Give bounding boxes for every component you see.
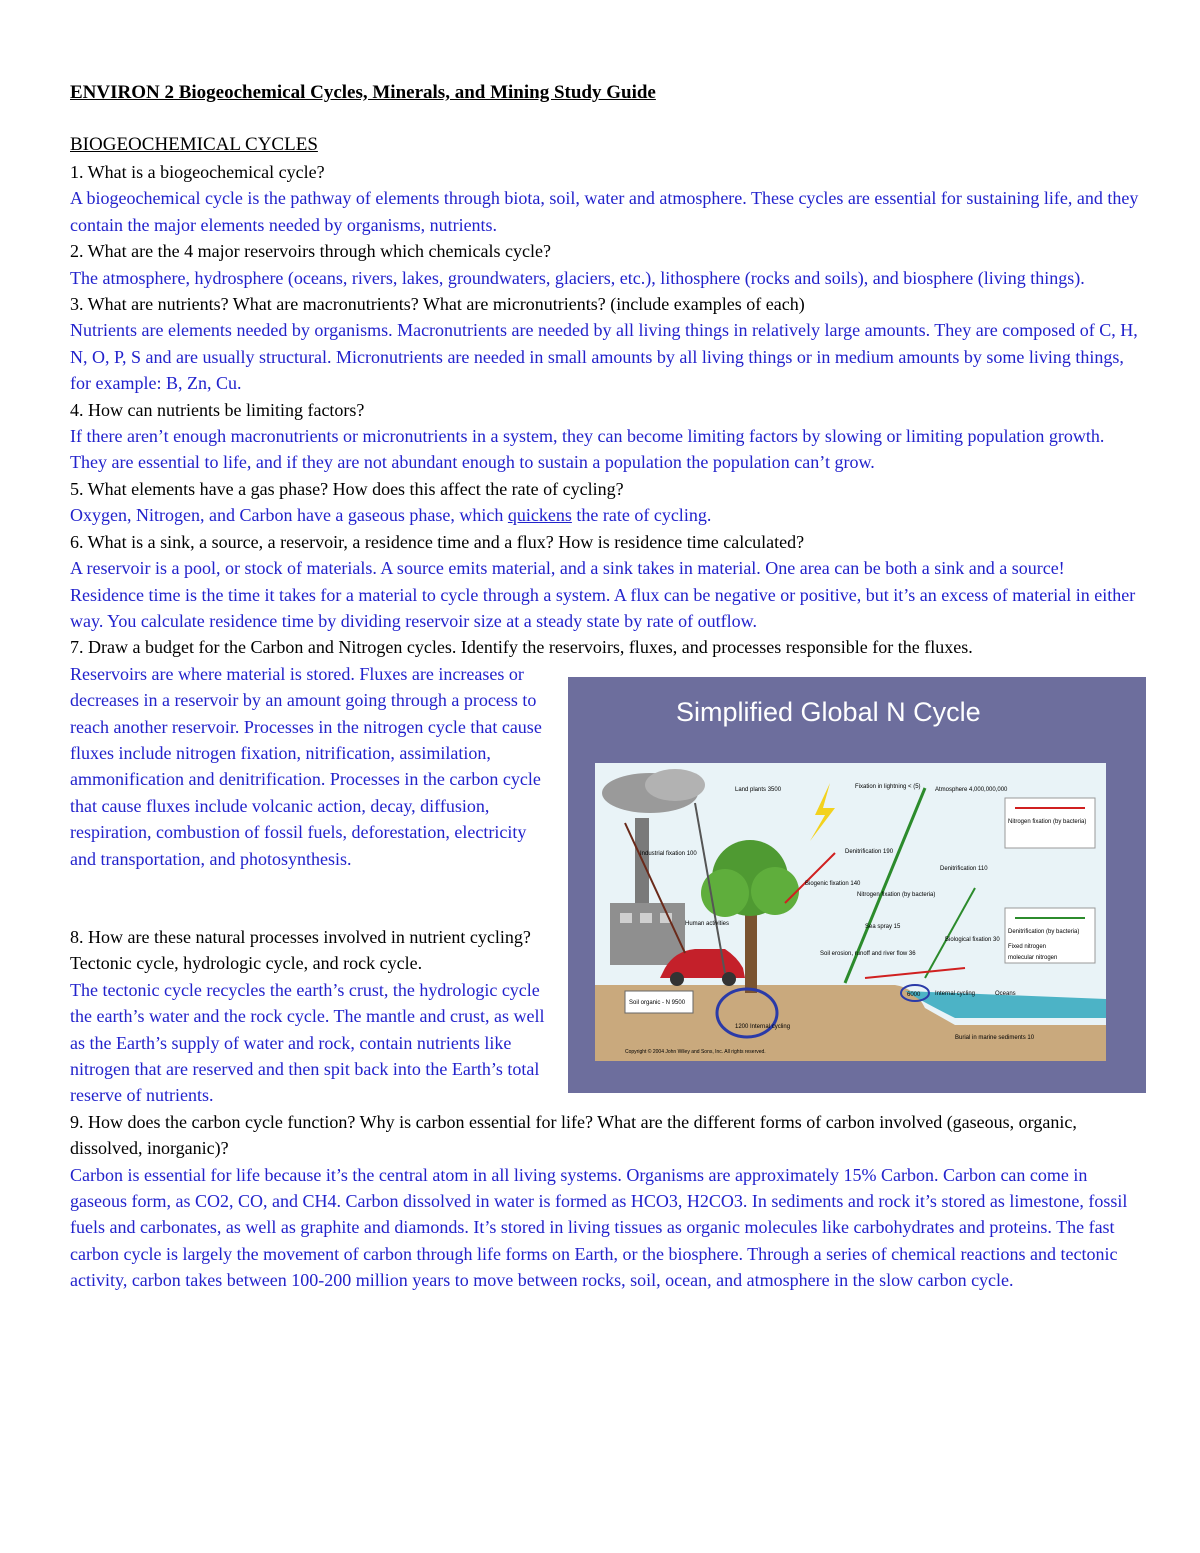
label-soil-organic: Soil organic - N 9500 [629,999,686,1006]
answer-2: The atmosphere, hydrosphere (oceans, rivers, lakes, groundwaters, glaciers, etc.), lithosphere (rocks and soils), and biosphere (living things). [70,267,1085,288]
label-fixation-legend: Nitrogen fixation (by bacteria) [1008,818,1087,825]
n-cycle-figure [568,677,1146,1093]
label-burial-sediments: Burial in marine sediments 10 [955,1034,1035,1041]
n-cycle-illustration [595,763,1106,1061]
tree-trunk [745,913,757,993]
answer-5-text: Oxygen, Nitrogen, and Carbon have a gaseous phase, which [70,505,508,526]
label-molecular-nitrogen: molecular nitrogen [1008,954,1058,961]
label-denitrification-legend: Denitrification (by bacteria) [1008,928,1080,935]
answer-5-underlined: quickens [507,505,572,526]
label-denitrification-2: Denitrification 110 [940,865,988,872]
label-denitrification: Denitrification 190 [845,848,894,855]
question-9: 9. How does the carbon cycle function? Why is carbon essential for life? What are the different forms of carbon involved (gaseous, organic, dissolved, inorganic)? [70,1111,1077,1159]
label-fixation-lightning: Fixation in lightning < (5) [855,783,921,790]
label-human-activities: Human activities [685,920,730,927]
car-wheel [670,972,684,986]
question-4: 4. How can nutrients be limiting factors? [70,399,365,420]
label-copyright: Copyright © 2004 John Wiley and Sons, Inc. All rights reserved. [625,1048,766,1055]
question-8: 8. How are these natural processes involved in nutrient cycling? Tectonic cycle, hydrologic cycle, and rock cycle. [70,926,531,974]
label-biological-fixation: Biological fixation 30 [945,936,1000,943]
figure-diagram [595,763,1106,1061]
answer-9: Carbon is essential for life because it’s the central atom in all living systems. Organisms are approximately 15% Carbon. Carbon can come in gaseous form, as CO2, CO, and CH4. Carbon dissolved in water is formed as HCO3, H2CO3. In sediments and rock it’s stored as limestone, fossil fuels and carbonates, as well as graphite and diamonds. It’s stored in living tissues as organic molecules like carbohydrates and proteins. The fast carbon cycle is largely the movement of carbon through life forms on Earth, or the biosphere. Through a series of chemical reactions and tectonic activity, carbon takes between 100-200 million years to move between rocks, soil, ocean, and atmosphere in the slow carbon cycle. [70,1164,1128,1291]
label-oceans: Oceans [995,990,1016,997]
label-n-fixation-bacteria: Nitrogen fixation (by bacteria) [857,891,936,898]
smoke-cloud-2 [645,769,705,801]
question-3: 3. What are nutrients? What are macronutrients? What are micronutrients? (include examples of each) [70,294,805,315]
label-industrial-fixation: Industrial fixation 100 [640,850,697,857]
label-ocean-6000: 6000 [907,991,921,998]
label-sea-spray: Sea spray 15 [865,923,901,930]
answer-8: The tectonic cycle recycles the earth’s crust, the hydrologic cycle the earth’s water and the rock cycle. The mantle and crust, as well as the Earth’s supply of water and rock, contain nutrients like nitrogen that are reserved and then spit back into the Earth’s total reserve of nutrients. [70,979,545,1106]
factory-window [620,913,632,923]
answer-5 [70,502,1140,528]
answer-6: A reservoir is a pool, or stock of materials. A source emits material, and a sink takes in material. One area can be both a sink and a source! Residence time is the time it takes for a material to cycle through a system. A flux can be negative or positive, but it’s an excess of material in either way. You calculate residence time by dividing reservoir size at a steady state by rate of outflow. [70,558,1136,631]
label-soil-erosion: Soil erosion, runoff and river flow 36 [820,950,916,957]
answer-5-text-end: the rate of cycling. [571,505,712,526]
document-title: ENVIRON 2 Biogeochemical Cycles, Minerals, and Mining Study Guide [70,82,656,103]
question-7: 7. Draw a budget for the Carbon and Nitrogen cycles. Identify the reservoirs, fluxes, and processes responsible for the fluxes. [70,637,973,658]
label-atmosphere: Atmosphere 4,000,000,000 [935,786,1008,793]
label-internal-cycling-land: 1200 Internal cycling [735,1023,791,1030]
question-6: 6. What is a sink, a source, a reservoir, a residence time and a flux? How is residence time calculated? [70,531,805,552]
question-1: 1. What is a biogeochemical cycle? [70,162,325,182]
label-land-plants: Land plants 3500 [735,786,782,793]
car-wheel-2 [722,972,736,986]
question-2: 2. What are the 4 major reservoirs through which chemicals cycle? [70,241,551,262]
label-biogenic-fixation: Biogenic fixation 140 [805,880,861,887]
document-body [70,159,1140,1294]
question-5: 5. What elements have a gas phase? How does this affect the rate of cycling? [70,478,624,499]
factory-window-2 [640,913,652,923]
factory-shape [610,903,685,965]
answer-3: Nutrients are elements needed by organisms. Macronutrients are needed by all living things in relatively large amounts. They are composed of C, H, N, O, P, S and are usually structural. Micronutrients are needed in small amounts by all living things or in medium amounts by some living things, for example: B, Zn, Cu. [70,320,1138,394]
answer-4: If there aren’t enough macronutrients or micronutrients in a system, they can become limiting factors by slowing or limiting population growth. They are essential to life, and if they are not abundant enough to sustain a population the population can’t grow. [70,426,1105,473]
label-internal-cycling-ocean: Internal cycling [935,990,976,997]
label-fixed-nitrogen: Fixed nitrogen [1008,943,1047,950]
figure-title: Simplified Global N Cycle [676,696,981,727]
tree-canopy-3 [751,867,799,915]
answer-1: A biogeochemical cycle is the pathway of elements through biota, soil, water and atmosphere. These cycles are essential for sustaining life, and they contain the major elements needed by organisms, nutrients. [70,188,1139,235]
section-heading: BIOGEOCHEMICAL CYCLES [70,134,318,155]
answer-7: Reservoirs are where material is stored. Fluxes are increases or decreases in a reservoir by an amount going through a process to reach another reservoir. Processes in the nitrogen cycle that cause fluxes include nitrogen fixation, nitrification, assimilation, ammonification and denitrification. Processes in the carbon cycle that cause fluxes include volcanic action, decay, diffusion, respiration, combustion of fossil fuels, deforestation, electricity and transportation, and photosynthesis. [70,663,542,869]
